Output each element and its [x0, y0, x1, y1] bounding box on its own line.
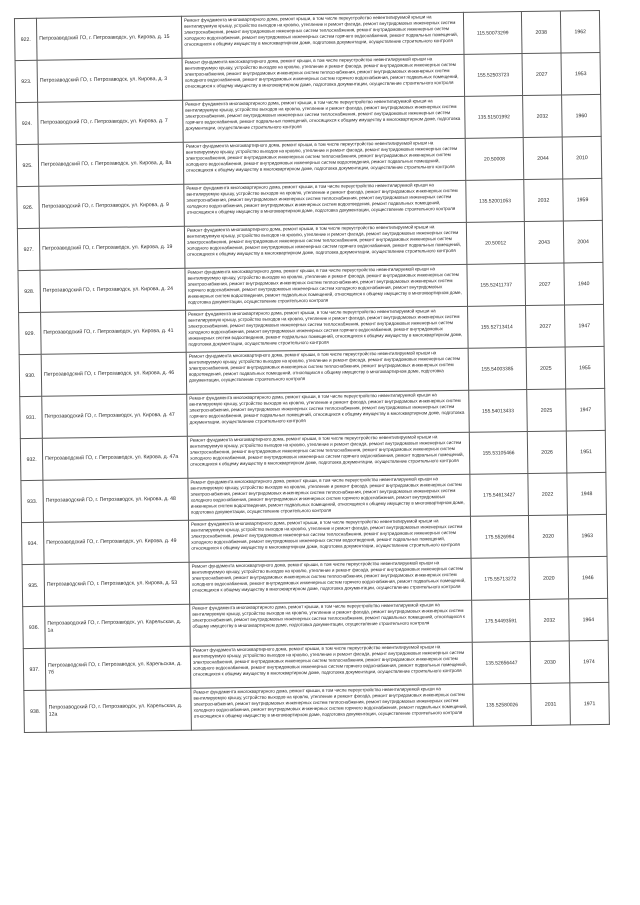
- row-number: 924.: [16, 102, 39, 144]
- row-year-built: 1946: [568, 556, 608, 599]
- row-cost: 135.52656447: [472, 641, 531, 684]
- row-planned-year: 2020: [528, 515, 568, 558]
- row-work-description: Ремонт фундамента многоквартирного дома, ремонт крыши, в том числе переустройство невентилируемой крыши на вентилируемую крышу, устройство выходов на кровлю, утепление и ремонт фасада, ремонт внутридомовых инженерных систем электроснабжения, ремонт внутридомовых инженерных систем теплоснабжения, ремонт внутридомовых инженерных систем горячего водоснабжения, ремонт подвальных помещений, относящихся к общему имуществу в многоквартирном доме, подготовка документации, осуществление строительного контроля: [183, 96, 466, 142]
- row-number: 935.: [22, 564, 45, 606]
- row-planned-year: 2032: [524, 179, 564, 222]
- row-number: 933.: [21, 480, 44, 522]
- row-cost: 20.50012: [466, 222, 525, 265]
- row-address: Петрозаводский ГО, г. Петрозаводск, ул. Карельская, д. 12а: [46, 688, 192, 732]
- row-planned-year: 2027: [525, 263, 565, 306]
- row-planned-year: 2031: [531, 683, 571, 726]
- row-cost: 155.52713414: [468, 306, 527, 349]
- row-cost: 155.52503723: [464, 54, 523, 97]
- row-address: Петрозаводский ГО, г. Петрозаводск, ул. Кирова, д. 9: [39, 184, 185, 228]
- row-year-built: 1971: [570, 682, 610, 725]
- row-planned-year: 2020: [529, 557, 569, 600]
- row-number: 934.: [21, 522, 44, 564]
- row-number: 928.: [18, 270, 41, 312]
- row-cost: 175.5526994: [470, 515, 529, 558]
- row-cost: 20.50008: [465, 138, 524, 181]
- row-work-description: Ремонт фундамента многоквартирного дома, ремонт крыши, в том числе переустройство невентилируемой крыши на вентилируемую крышу, устройство выходов на кровлю, утепление и ремонт фасада, ремонт внутридомовых инженерных систем электроснабжения, ремонт внутридомовых инженерных систем теплоснабжения, ремонт внутридомовых инженерных систем горячего водоснабжения, ремонт внутридомовых инженерных систем холодного водоснабжения, ремонт внутридомовых инженерных систем водоотведения, ремонт подвальных помещений, относящихся к общему имуществу в многоквартирном доме, подготовка документации, осуществление строительного контроля: [185, 264, 468, 310]
- row-planned-year: 2025: [527, 389, 567, 432]
- row-number: 932.: [20, 438, 43, 480]
- row-cost: 115.50073299: [463, 12, 522, 55]
- row-work-description: Ремонт фундамента многоквартирного дома, ремонт крыши, в том числе переустройство невентилируемой крыши на вентилируемую крышу, устройство выходов на кровлю, утепление и ремонт фасада, ремонт внутридомовых инженерных систем электроснабжения, ремонт внутридомовых инженерных систем теплоснабжения, ремонт внутридомовых инженерных систем холодного водоснабжения, ремонт внутридомовых инженерных систем горячего водоснабжения, ремонт внутридомовых инженерных систем водоотведения, ремонт подвальных помещений, относящихся к общему имуществу в многоквартирном доме, подготовка документации, осуществление строительного контроля: [188, 474, 471, 520]
- row-number: 938.: [24, 690, 47, 732]
- row-address: Петрозаводский ГО, г. Петрозаводск, ул. Карельская, д. 7б: [45, 646, 191, 690]
- row-planned-year: 2030: [530, 641, 570, 684]
- row-number: 923.: [15, 60, 38, 102]
- row-planned-year: 2027: [522, 53, 562, 96]
- row-year-built: 1940: [564, 262, 604, 305]
- row-cost: 155.54003385: [468, 348, 527, 391]
- row-planned-year: 2044: [523, 137, 563, 180]
- row-number: 931.: [20, 396, 43, 438]
- row-year-built: 1962: [560, 10, 600, 53]
- document-page: [14, 10, 611, 888]
- row-year-built: 1951: [566, 430, 606, 473]
- row-cost: 135.52001053: [466, 180, 525, 223]
- row-address: Петрозаводский ГО, г. Петрозаводск, ул. Кирова, д. 24: [40, 268, 186, 312]
- row-planned-year: 2038: [521, 11, 561, 54]
- row-number: 930.: [19, 354, 42, 396]
- row-address: Петрозаводский ГО, г. Петрозаводск, ул. Кирова, д. 3: [37, 58, 183, 102]
- capital-repair-table: [14, 10, 610, 733]
- row-number: 929.: [19, 312, 42, 354]
- row-year-built: 1964: [569, 598, 609, 641]
- row-work-description: Ремонт фундамента многоквартирного дома, ремонт крыши, в том числе переустройство невентилируемой крыши на вентилируемую крышу, устройство выходов на кровлю, утепление и ремонт фасада, ремонт внутридомовых инженерных систем электроснабжения, ремонт внутридомовых инженерных систем теплоснабжения, ремонт внутридомовых инженерных систем холодного водоснабжения, ремонт внутридомовых инженерных систем горячего водоснабжения, ремонт внутридомовых инженерных систем водоотведения, ремонт подвальных помещений, относящихся к общему имуществу в многоквартирном доме, подготовка документации, осуществление строительного контроля: [186, 306, 469, 352]
- row-number: 936.: [23, 606, 46, 648]
- row-number: 937.: [23, 648, 46, 690]
- row-number: 925.: [16, 144, 39, 186]
- table-row: [24, 682, 610, 732]
- row-year-built: 1959: [563, 178, 603, 221]
- row-planned-year: 2032: [523, 95, 563, 138]
- row-year-built: 1953: [561, 52, 601, 95]
- row-planned-year: 2022: [528, 473, 568, 516]
- row-address: Петрозаводский ГО, г. Петрозаводск, ул. Кирова, д. 8а: [38, 142, 184, 186]
- row-year-built: 1963: [567, 514, 607, 557]
- row-year-built: 1955: [565, 346, 605, 389]
- row-address: Петрозаводский ГО, г. Петрозаводск, ул. Кирова, д. 49: [43, 520, 189, 564]
- row-work-description: Ремонт фундамента многоквартирного дома, ремонт крыши, в том числе переустройство невентилируемой крыши на вентилируемую крышу, устройство выходов на кровлю, утепление и ремонт фасада, ремонт внутридомовых инженерных систем электроснабжения, ремонт внутридомовых инженерных систем теплоснабжения, ремонт внутридомовых инженерных систем холодного водоснабжения, ремонт внутридомовых инженерных систем водоотведения, ремонт подвальных помещений, относящихся к общему имуществу в многоквартирном доме, подготовка документации, осуществление строительного контроля: [184, 180, 467, 226]
- row-planned-year: 2027: [526, 305, 566, 348]
- row-year-built: 1947: [565, 304, 605, 347]
- row-cost: 155.52411737: [467, 264, 526, 307]
- row-year-built: 2004: [563, 220, 603, 263]
- row-year-built: 1947: [566, 388, 606, 431]
- row-address: Петрозаводский ГО, г. Петрозаводск, ул. Кирова, д. 15: [36, 16, 182, 60]
- row-address: Петрозаводский ГО, г. Петрозаводск, ул. Карельская, д. 1а: [45, 604, 191, 648]
- row-cost: 175.54493591: [472, 599, 531, 642]
- row-address: Петрозаводский ГО, г. Петрозаводск, ул. Кирова, д. 47а: [42, 436, 188, 480]
- row-work-description: Ремонт фундамента многоквартирного дома, ремонт крыши, в том числе переустройство невентилируемой крыши на вентилируемую крышу, устройство выходов на кровлю, утепление и ремонт фасада, ремонт внутридомовых инженерных систем электроснабжения, ремонт внутридомовых инженерных систем теплоснабжения, ремонт внутридомовых инженерных систем холодного водоснабжения, ремонт внутридомовых инженерных систем горячего водоснабжения, ремонт подвальных помещений, относящихся к общему имуществу в многоквартирном доме, подготовка документации, осуществление строительного контроля: [190, 642, 473, 688]
- row-work-description: Ремонт фундамента многоквартирного дома, ремонт крыши, в том числе переустройство невентилируемой крыши на вентилируемую крышу, устройство выходов на кровлю, утепление и ремонт фасада, ремонт внутридомовых инженерных систем электроснабжения, ремонт внутридомовых инженерных систем теплоснабжения, ремонт подвальных помещений, относящихся к общему имуществу в многоквартирном доме, подготовка документации, осуществление строительного контроля: [190, 600, 473, 646]
- row-address: Петрозаводский ГО, г. Петрозаводск, ул. Кирова, д. 53: [44, 562, 190, 606]
- row-address: Петрозаводский ГО, г. Петрозаводск, ул. Кирова, д. 48: [43, 478, 189, 522]
- row-cost: 175.55713272: [471, 557, 530, 600]
- row-number: 922.: [14, 18, 37, 60]
- row-work-description: Ремонт фундамента многоквартирного дома, ремонт крыши, в том числе переустройство невентилируемой крыши на вентилируемую крышу, устройство выходов на кровлю, утепление и ремонт фасада, ремонт внутридомовых инженерных систем электроснабжения, ремонт внутридомовых инженерных систем теплоснабжения, ремонт внутридомовых инженерных систем холодного водоснабжения, ремонт внутридомовых инженерных систем водоотведения, ремонт подвальных помещений, относящихся к общему имуществу в многоквартирном доме, подготовка документации, осуществление строительного контроля: [188, 516, 471, 562]
- row-planned-year: 2043: [524, 221, 564, 264]
- row-cost: 135.51501992: [465, 96, 524, 139]
- row-number: 927.: [17, 228, 40, 270]
- row-work-description: Ремонт фундамента многоквартирного дома, ремонт крыши, в том числе переустройство невентилируемой крыши на вентилируемую крышу, устройство выходов на кровлю, утепление и ремонт фасада, ремонт внутридомовых инженерных систем электроснабжения, ремонт внутридомовых инженерных систем теплоснабжения, ремонт внутридомовых инженерных систем холодного водоснабжения, ремонт внутридомовых инженерных систем горячего водоснабжения, ремонт подвальных помещений, относящихся к общему имуществу в многоквартирном доме, подготовка документации, осуществление строительного контроля: [181, 12, 464, 58]
- row-planned-year: 2026: [527, 431, 567, 474]
- row-address: Петрозаводский ГО, г. Петрозаводск, ул. Кирова, д. 41: [41, 310, 187, 354]
- row-cost: 135.52580026: [473, 683, 532, 726]
- row-work-description: Ремонт фундамента многоквартирного дома, ремонт крыши, в том числе переустройство невентилируемой крыши на вентилируемую крышу, устройство выходов на кровлю, утепление и ремонт фасада, ремонт внутридомовых инженерных систем электроснабжения, ремонт внутридомовых инженерных систем теплоснабжения, ремонт внутридомовых инженерных систем холодного водоснабжения, ремонт внутридомовых инженерных систем горячего водоснабжения, ремонт подвальных помещений, относящихся к общему имуществу в многоквартирном доме, подготовка документации, осуществление строительного контроля: [187, 432, 470, 478]
- row-year-built: 2010: [562, 136, 602, 179]
- row-year-built: 1974: [569, 640, 609, 683]
- row-year-built: 1948: [567, 472, 607, 515]
- row-address: Петрозаводский ГО, г. Петрозаводск, ул. Кирова, д. 7: [38, 100, 184, 144]
- row-work-description: Ремонт фундамента многоквартирного дома, ремонт крыши, в том числе переустройство невентилируемой крыши на вентилируемую крышу, устройство выходов на кровлю, утепление и ремонт фасада, ремонт внутридомовых инженерных систем электроснабжения, ремонт внутридомовых инженерных систем теплоснабжения, ремонт внутридомовых инженерных систем водоотведения, ремонт подвальных помещений, относящихся к общему имуществу в многоквартирном доме, подготовка документации, осуществление строительного контроля: [186, 348, 469, 394]
- row-cost: 175.54613427: [470, 473, 529, 516]
- row-address: Петрозаводский ГО, г. Петрозаводск, ул. Кирова, д. 47: [42, 394, 188, 438]
- row-year-built: 1960: [562, 94, 602, 137]
- row-address: Петрозаводский ГО, г. Петрозаводск, ул. Кирова, д. 19: [39, 226, 185, 270]
- row-cost: 155.54013433: [469, 390, 528, 433]
- row-work-description: Ремонт фундамента многоквартирного дома, ремонт крыши, в том числе переустройство невентилируемой крыши на вентилируемую крышу, устройство выходов на кровлю, утепление и ремонт фасада, ремонт внутридомовых инженерных систем электроснабжения, ремонт внутридомовых инженерных систем теплоснабжения, ремонт внутридомовых инженерных систем холодного водоснабжения, ремонт внутридомовых инженерных систем горячего водоснабжения, ремонт подвальных помещений, относящихся к общему имуществу в многоквартирном доме, подготовка документации, осуществление строительного контроля: [191, 684, 474, 730]
- row-work-description: Ремонт фундамента многоквартирного дома, ремонт крыши, в том числе переустройство невентилируемой крыши на вентилируемую крышу, устройство выходов на кровлю, утепление и ремонт фасада, ремонт внутридомовых инженерных систем электроснабжения, ремонт внутридомовых инженерных систем теплоснабжения, ремонт внутридомовых инженерных систем холодного водоснабжения, ремонт внутридомовых инженерных систем горячего водоснабжения, ремонт подвальных помещений, относящихся к общему имуществу в многоквартирном доме, подготовка документации, осуществление строительного контроля: [184, 222, 467, 268]
- row-work-description: Ремонт фундамента многоквартирного дома, ремонт крыши, в том числе переустройство невентилируемой крыши на вентилируемую крышу, устройство выходов на кровлю, утепление и ремонт фасада, ремонт внутридомовых инженерных систем электроснабжения, ремонт внутридомовых инженерных систем теплоснабжения, ремонт внутридомовых инженерных систем холодного водоснабжения, ремонт внутридомовых инженерных систем водоотведения, ремонт подвальных помещений, относящихся к общему имуществу в многоквартирном доме, подготовка документации, осуществление строительного контроля: [183, 138, 466, 184]
- row-cost: 155.53105466: [469, 431, 528, 474]
- table-body: [14, 10, 609, 732]
- row-work-description: Ремонт фундамента многоквартирного дома, ремонт крыши, в том числе переустройство невентилируемой крыши на вентилируемую крышу, устройство выходов на кровлю, утепление и ремонт фасада, ремонт внутридомовых инженерных систем электроснабжения, ремонт внутридомовых инженерных систем теплоснабжения, ремонт внутридомовых инженерных систем холодного водоснабжения, ремонт внутридомовых инженерных систем горячего водоснабжения, ремонт подвальных помещений, относящихся к общему имуществу в многоквартирном доме, подготовка документации, осуществление строительного контроля: [182, 54, 465, 100]
- row-planned-year: 2025: [526, 347, 566, 390]
- row-planned-year: 2032: [530, 599, 570, 642]
- row-work-description: Ремонт фундамента многоквартирного дома, ремонт крыши, в том числе переустройство невентилируемой крыши на вентилируемую крышу, устройство выходов на кровлю, утепление и ремонт фасада, ремонт внутридомовых инженерных систем электроснабжения, ремонт внутридомовых инженерных систем теплоснабжения, ремонт внутридомовых инженерных систем холодного водоснабжения, ремонт внутридомовых инженерных систем горячего водоснабжения, ремонт подвальных помещений, относящихся к общему имуществу в многоквартирном доме, подготовка документации, осуществление строительного контроля: [189, 558, 472, 604]
- row-number: 926.: [17, 186, 40, 228]
- row-address: Петрозаводский ГО, г. Петрозаводск, ул. Кирова, д. 46: [41, 352, 187, 396]
- row-work-description: Ремонт фундамента многоквартирного дома, ремонт крыши, в том числе переустройство невентилируемой крыши на вентилируемую крышу, устройство выходов на кровлю, утепление и ремонт фасада, ремонт внутридомовых инженерных систем электроснабжения, ремонт внутридомовых инженерных систем теплоснабжения, ремонт внутридомовых инженерных систем горячего водоснабжения, ремонт подвальных помещений, относящихся к общему имуществу в многоквартирном доме, подготовка документации, осуществление строительного контроля: [187, 390, 470, 436]
